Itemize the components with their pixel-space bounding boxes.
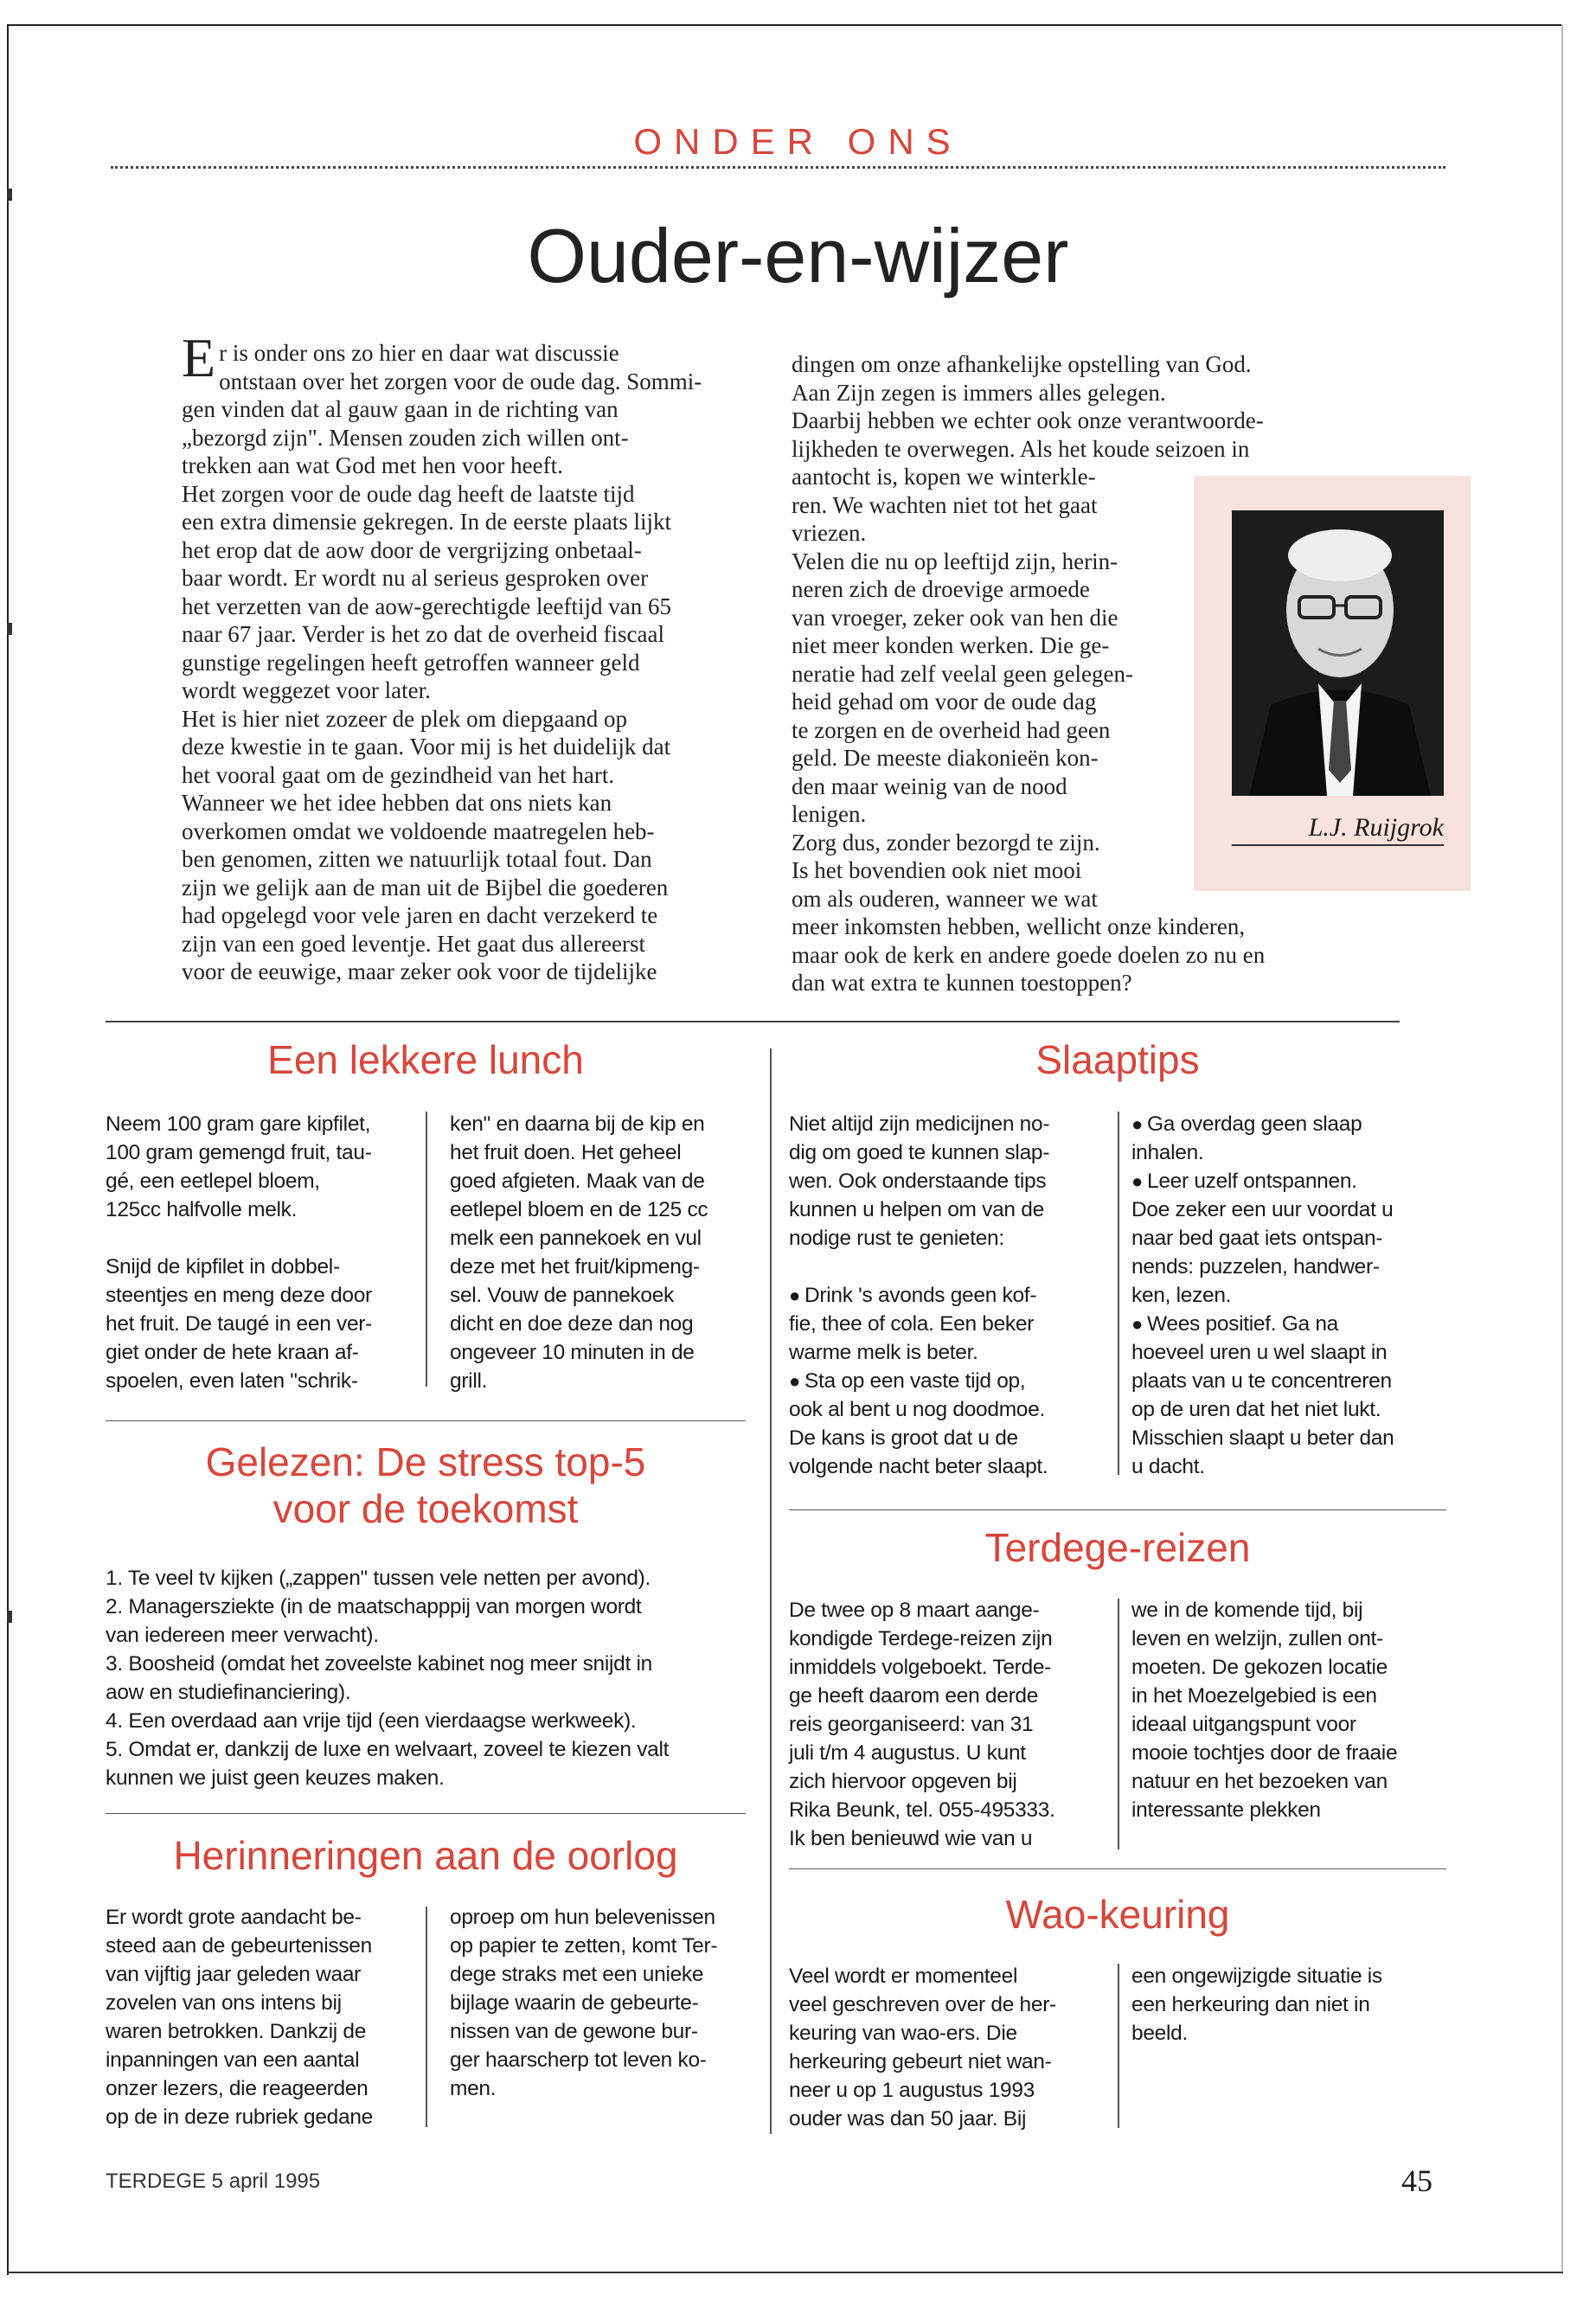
article-left-text <box>182 327 770 986</box>
text-line: neer u op 1 augustus 1993 <box>789 2079 1035 2102</box>
text-line: moeten. De gekozen locatie <box>1131 1656 1388 1679</box>
dotted-divider <box>111 166 1445 169</box>
text-line: te zorgen en de overheid had geen <box>792 716 1111 743</box>
text-line: 1. Te veel tv kijken („zappen" tussen vele netten per avond). <box>106 1567 651 1590</box>
lunch-col-1 <box>106 1110 417 1395</box>
text-line: ouder was dan 50 jaar. Bij <box>789 2107 1027 2131</box>
text-line: 125cc halfvolle melk. <box>106 1198 298 1221</box>
stress-title-line-2: voor de toekomst <box>272 1486 579 1531</box>
text-line: eetlepel bloem en de 125 cc <box>450 1198 708 1221</box>
text-line: neratie had zelf veelal geen gelegen- <box>792 660 1134 687</box>
text-line: deze met het fruit/kipmeng- <box>450 1255 700 1279</box>
text-line: ● Ga overdag geen slaap <box>1131 1110 1452 1138</box>
text-line: in het Moezelgebied is een <box>1131 1684 1377 1708</box>
text-line: het verzetten van de aow-gerechtigde leeftijd van 65 <box>182 593 671 619</box>
section-label: ONDER ONS <box>633 121 963 162</box>
section-divider <box>106 1813 746 1814</box>
text-line: ken, lezen. <box>1131 1284 1232 1307</box>
text-line: reis georganiseerd: van 31 <box>789 1713 1034 1736</box>
text-line: van vroeger, zeker ook van hen die <box>792 604 1118 631</box>
text-line: ontstaan over het zorgen voor de oude dag. Sommi- <box>219 368 702 394</box>
text-line: onzer lezers, die reageerden <box>106 2077 369 2100</box>
slaap-col-2 <box>1131 1110 1452 1481</box>
text-line: een extra dimensie gekregen. In de eerste plaats lijkt <box>182 509 672 535</box>
text-line: van vijftig jaar geleden waar <box>106 1963 362 1986</box>
lunch-title: Een lekkere lunch <box>267 1037 584 1082</box>
text-line: op de uren dat het niet lukt. <box>1131 1398 1381 1421</box>
text-line: Doe zeker een uur voordat u <box>1131 1198 1394 1221</box>
text-line: geld. De meeste diakonieën kon- <box>792 745 1099 771</box>
reizen-title: Terdege-reizen <box>984 1525 1251 1570</box>
text-line: ideaal uitgangspunt voor <box>1131 1713 1356 1736</box>
text-line: plaats van u te concentreren <box>1131 1369 1392 1393</box>
text-line: het erop dat de aow door de vergrijzing onbetaal- <box>182 536 642 563</box>
text-line: het vooral gaat om de gezindheid van het hart. <box>182 761 615 788</box>
text-line: heid gehad om voor de oude dag <box>792 689 1097 715</box>
text-line: lenigen. <box>792 801 867 827</box>
text-line: oproep om hun belevenissen <box>450 1906 715 1929</box>
text-line: dicht en doe deze dan nog <box>450 1312 694 1336</box>
text-line: herkeuring gebeurt niet wan- <box>789 2050 1052 2073</box>
scan-mark <box>7 189 12 201</box>
text-line: Velen die nu op leeftijd zijn, herin- <box>792 548 1118 574</box>
oorlog-col-2 <box>450 1903 761 2103</box>
text-line: neren zich de droevige armoede <box>792 576 1090 602</box>
text-line: een herkeuring dan niet in <box>1131 1993 1370 2016</box>
footer-publication: TERDEGE 5 april 1995 <box>106 2170 321 2193</box>
text-line: ● Drink 's avonds geen kof- <box>789 1281 1109 1310</box>
text-line: baar wordt. Er wordt nu al serieus gesproken over <box>182 565 649 591</box>
author-photo <box>1232 510 1444 796</box>
text-line: interessante plekken <box>1131 1798 1321 1822</box>
text-line: steentjes en meng deze door <box>106 1284 372 1307</box>
text-line: aantocht is, kopen we winterkle- <box>792 464 1096 490</box>
text-line: De twee op 8 maart aange- <box>789 1599 1040 1622</box>
text-line: fie, thee of cola. Een beker <box>789 1312 1035 1336</box>
text-line: leven en welzijn, zullen ont- <box>1131 1627 1383 1650</box>
text-line: ren. We wachten niet tot het gaat <box>792 491 1098 518</box>
text-line <box>789 1253 1109 1281</box>
wao-col-2 <box>1131 1962 1452 2048</box>
text-line: dingen om onze afhankelijke opstelling van God. <box>792 351 1252 377</box>
section-divider <box>106 1021 1400 1022</box>
text-line: ongeveer 10 minuten in de <box>450 1341 695 1364</box>
text-line: wen. Ook onderstaande tips <box>789 1170 1047 1193</box>
reizen-col-1 <box>789 1596 1109 1853</box>
text-line: grill. <box>450 1369 488 1393</box>
text-line: zich hiervoor opgeven bij <box>789 1770 1017 1793</box>
text-line: een ongewijzigde situatie is <box>1131 1965 1382 1988</box>
text-line: kunnen u helpen om van de <box>789 1198 1044 1221</box>
text-line: Het is hier niet zozeer de plek om diepgaand op <box>182 705 628 732</box>
column-rule <box>1118 1112 1119 1475</box>
text-line: het fruit doen. Het geheel <box>450 1141 682 1164</box>
text-line: den maar weinig van de nood <box>792 772 1067 799</box>
section-divider <box>106 1420 746 1421</box>
text-line: u dacht. <box>1131 1455 1205 1478</box>
text-line: warme melk is beter. <box>789 1341 978 1364</box>
column-rule <box>426 1907 427 2127</box>
text-line: maar ook de kerk en andere goede doelen zo nu en <box>792 941 1266 968</box>
text-line: nends: puzzelen, handwer- <box>1131 1255 1380 1279</box>
text-line: niet meer konden werken. Die ge- <box>792 632 1110 658</box>
scan-mark <box>7 623 12 635</box>
text-line: waren betrokken. Dankzij de <box>106 2020 367 2043</box>
text-line: 100 gram gemengd fruit, tau- <box>106 1141 372 1164</box>
text-line: „bezorgd zijn". Mensen zouden zich willen ont- <box>182 424 629 451</box>
wao-title: Wao-keuring <box>1005 1892 1230 1937</box>
text-line: ook al bent u nog doodmoe. <box>789 1398 1045 1421</box>
text-line: 2. Managersziekte (in de maatschapppij van morgen wordt <box>106 1595 642 1618</box>
text-line: het fruit. De taugé in een ver- <box>106 1312 373 1336</box>
text-line: gen vinden dat al gauw gaan in de richting van <box>182 396 619 422</box>
text-line: zijn van een goed leventje. Het gaat dus allereerst <box>182 930 646 957</box>
text-line: inhalen. <box>1131 1141 1204 1164</box>
text-line: steed aan de gebeurtenissen <box>106 1934 372 1958</box>
text-line: giet onder de hete kraan af- <box>106 1341 359 1364</box>
column-rule <box>1118 1599 1119 1849</box>
text-line: nissen van de gewone bur- <box>450 2020 698 2043</box>
text-line: Niet altijd zijn medicijnen no- <box>789 1112 1050 1136</box>
text-line: aow en studiefinanciering). <box>106 1681 351 1704</box>
text-line: Ik ben benieuwd wie van u <box>789 1827 1033 1850</box>
text-line: men. <box>450 2077 497 2100</box>
text-line: trekken aan wat God met hen voor heeft. <box>182 452 563 478</box>
text-line: ● Sta op een vaste tijd op, <box>789 1367 1109 1395</box>
text-line: gunstige regelingen heeft getroffen wanneer geld <box>182 649 640 676</box>
text-line: Zorg dus, zonder bezorgd te zijn. <box>792 829 1100 856</box>
text-line <box>106 1224 417 1253</box>
text-line: dig om goed te kunnen slap- <box>789 1141 1050 1164</box>
text-line: hoeveel uren u wel slaapt in <box>1131 1341 1388 1364</box>
text-line: volgende nacht beter slaapt. <box>789 1455 1048 1478</box>
text-line: 5. Omdat er, dankzij de luxe en welvaart, zoveel te kiezen valt <box>106 1738 670 1761</box>
text-line: op de in deze rubriek gedane <box>106 2106 373 2129</box>
text-line: 4. Een overdaad aan vrije tijd (een vierdaagse werkweek). <box>106 1709 637 1733</box>
text-line: melk een pannekoek en vul <box>450 1227 702 1250</box>
text-line: beeld. <box>1131 2022 1188 2045</box>
slaap-title: Slaaptips <box>1035 1037 1200 1082</box>
text-line: Aan Zijn zegen is immers alles gelegen. <box>792 379 1166 406</box>
section-divider <box>789 1868 1446 1869</box>
text-line: overkomen omdat we voldoende maatregelen heb- <box>182 817 655 844</box>
text-line: ● Leer uzelf ontspannen. <box>1131 1167 1452 1195</box>
text-line: r is onder ons zo hier en daar wat discussie <box>219 340 619 366</box>
text-line: meer inkomsten hebben, wellicht onze kinderen, <box>792 913 1246 939</box>
text-line: spoelen, even laten "schrik- <box>106 1369 358 1393</box>
text-line: Misschien slaapt u beter dan <box>1131 1426 1394 1450</box>
text-line: zovelen van ons intens bij <box>106 1991 342 2015</box>
column-rule <box>426 1112 427 1387</box>
text-line: mooie tochtjes door de fraaie <box>1131 1741 1398 1765</box>
text-line: naar bed gaat iets ontspan- <box>1131 1227 1383 1250</box>
text-line: inmiddels volgeboekt. Terde- <box>789 1656 1052 1679</box>
text-line: Veel wordt er momenteel <box>789 1965 1018 1988</box>
text-line: Neem 100 gram gare kipfilet, <box>106 1112 371 1136</box>
section-divider <box>789 1509 1446 1510</box>
text-line: Snijd de kipfilet in dobbel- <box>106 1255 340 1279</box>
text-line: ger haarscherp tot leven ko- <box>450 2048 707 2072</box>
text-line: juli t/m 4 augustus. U kunt <box>789 1741 1026 1765</box>
text-line: kondigde Terdege-reizen zijn <box>789 1627 1053 1650</box>
text-line: had opgelegd voor vele jaren en dacht verzekerd te <box>182 902 658 928</box>
text-line: De kans is groot dat u de <box>789 1426 1018 1450</box>
oorlog-col-1 <box>106 1903 417 2131</box>
stress-title-line-1: Gelezen: De stress top-5 <box>205 1439 646 1484</box>
drop-cap: E <box>182 327 216 388</box>
text-line: Daarbij hebben we echter ook onze verantwoorde- <box>792 407 1264 433</box>
text-line: nodige rust te genieten: <box>789 1227 1004 1250</box>
text-line: inpanningen van een aantal <box>106 2048 360 2072</box>
text-line: we in de komende tijd, bij <box>1131 1599 1363 1622</box>
text-line: om als ouderen, wanneer we wat <box>792 885 1098 912</box>
text-line: ken" en daarna bij de kip en <box>450 1112 705 1136</box>
scan-mark <box>7 1611 12 1623</box>
text-line: ben genomen, zitten we natuurlijk totaal fout. Dan <box>182 846 652 872</box>
text-line: natuur en het bezoeken van <box>1131 1770 1388 1793</box>
text-line: 3. Boosheid (omdat het zoveelste kabinet nog meer snijdt in <box>106 1652 652 1676</box>
text-line: deze kwestie in te gaan. Voor mij is het duidelijk dat <box>182 734 671 760</box>
page-edge-bottom <box>7 2272 1563 2273</box>
article-left-column <box>182 327 770 986</box>
text-line: voor de eeuwige, maar zeker ook voor de tijdelijke <box>182 958 657 984</box>
text-line: gé, een eetlepel bloem, <box>106 1170 320 1193</box>
text-line: dan wat extra te kunnen toestoppen? <box>792 970 1132 996</box>
slaap-col-1 <box>789 1110 1109 1481</box>
text-line: bijlage waarin de gebeurte- <box>450 1991 699 2015</box>
text-line: Er wordt grote aandacht be- <box>106 1906 362 1929</box>
photo-caption: L.J. Ruijgrok <box>1232 813 1444 846</box>
page-number: 45 <box>1401 2163 1433 2198</box>
column-rule <box>1118 1964 1119 2128</box>
text-line: vriezen. <box>792 520 867 546</box>
text-line: Rika Beunk, tel. 055-495333. <box>789 1798 1055 1822</box>
lunch-col-2 <box>450 1110 761 1395</box>
oorlog-title: Herinneringen aan de oorlog <box>173 1833 678 1878</box>
text-line: sel. Vouw de pannekoek <box>450 1284 675 1307</box>
page-title: Ouder-en-wijzer <box>527 213 1069 298</box>
text-line: op papier te zetten, komt Ter- <box>450 1934 718 1958</box>
stress-title <box>106 1439 746 1532</box>
text-line: Het zorgen voor de oude dag heeft de laatste tijd <box>182 480 635 507</box>
reizen-col-2 <box>1131 1596 1452 1824</box>
text-line: ● Wees positief. Ga na <box>1131 1310 1452 1338</box>
text-line: veel geschreven over de her- <box>789 1993 1056 2016</box>
text-line: ge heeft daarom een derde <box>789 1684 1039 1708</box>
text-line: Is het bovendien ook niet mooi <box>792 857 1082 883</box>
wao-col-1 <box>789 1962 1109 2133</box>
text-line: Wanneer we het idee hebben dat ons niets kan <box>182 790 612 816</box>
portrait-image <box>1232 510 1444 796</box>
text-line: dege straks met een unieke <box>450 1963 704 1986</box>
text-line: lijkheden te overwegen. Als het koude seizoen in <box>792 435 1250 462</box>
text-line: zijn we gelijk aan de man uit de Bijbel die goederen <box>182 874 669 901</box>
text-line: naar 67 jaar. Verder is het zo dat de overheid fiscaal <box>182 621 665 647</box>
text-line: wordt weggezet voor later. <box>182 677 431 703</box>
text-line: kunnen we juist geen keuzes maken. <box>106 1766 445 1790</box>
page-edge-right <box>1561 24 1563 2273</box>
column-rule <box>770 1048 772 2134</box>
text-line: keuring van wao-ers. Die <box>789 2022 1017 2045</box>
text-line: van iedereen meer verwacht). <box>106 1624 379 1647</box>
text-line: goed afgieten. Maak van de <box>450 1170 705 1193</box>
stress-list <box>106 1564 763 1792</box>
